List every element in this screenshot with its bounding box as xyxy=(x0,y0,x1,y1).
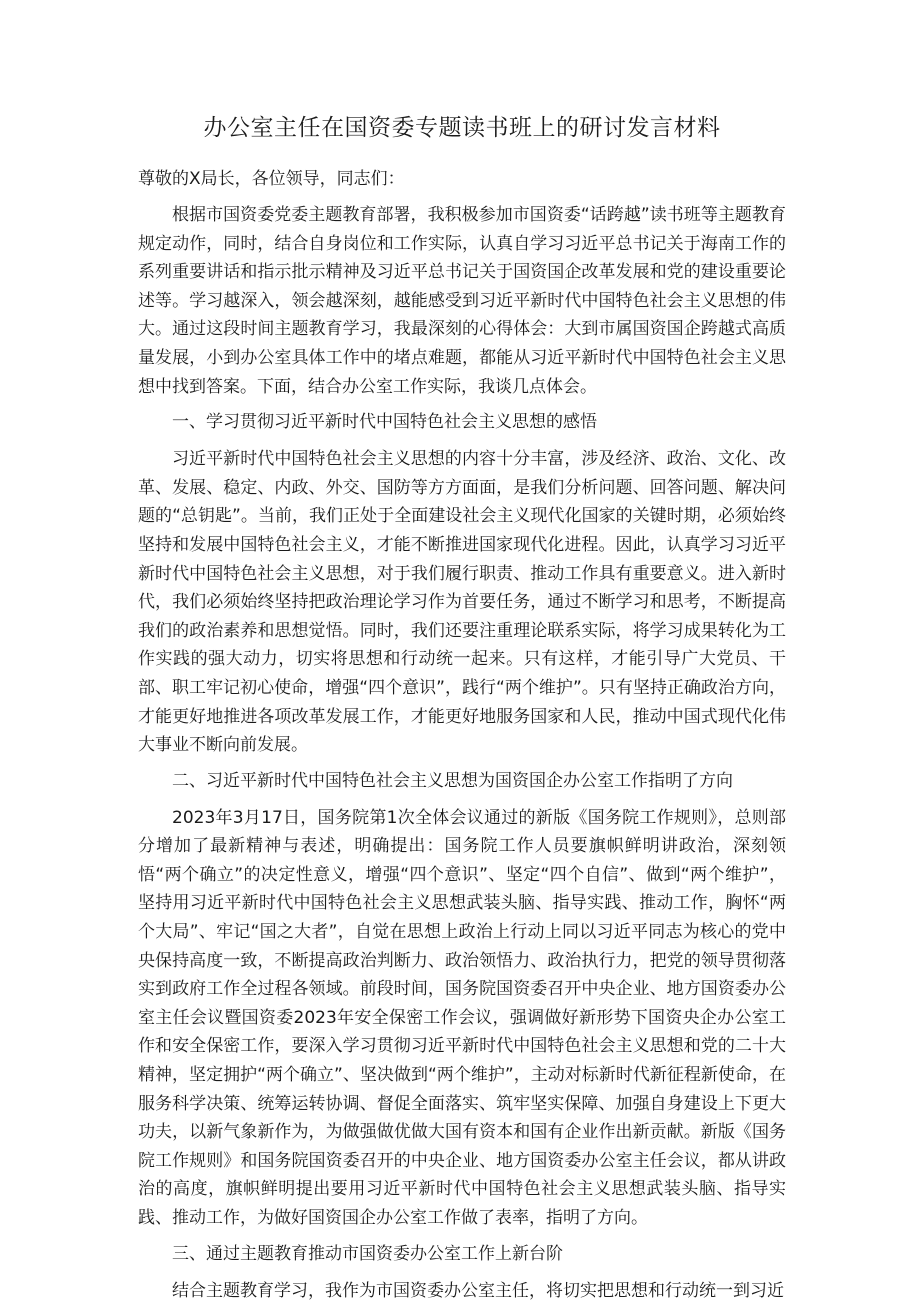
salutation: 尊敬的X局长，各位领导，同志们： xyxy=(138,169,405,189)
section-1-paragraph: 习近平新时代中国特色社会主义思想的内容十分丰富，涉及经济、政治、文化、改革、发展、稳定、内政、外交、国防等方方面面，是我们分析问题、回答问题、解决问题的“总钥匙”。当前，我们正处于全面建设社会主义现代化国家的关键时期，必须始终坚持和发展中国特色社会主义，才能不断推进国家现代化进程。因此，认真学习习近平新时代中国特色社会主义思想，对于我们履行职责、推动工作具有重要意义。进入新时代，我们必须始终坚持把政治理论学习作为首要任务，通过不断学习和思考，不断提高我们的政治素养和思想觉悟。同时，我们还要注重理论联系实际，将学习成果转化为工作实践的强大动力，切实将思想和行动统一起来。只有这样，才能引导广大党员、干部、职工牢记初心使命，增强“四个意识”，践行“两个维护”。只有坚持正确政治方向，才能更好地推进各项改革发展工作，才能更好地服务国家和人民，推动中国式现代化伟大事业不断向前发展。 xyxy=(138,449,786,756)
section-heading-1: 一、学习贯彻习近平新时代中国特色社会主义思想的感悟 xyxy=(172,412,597,433)
section-2-paragraph: 2023年3月17日，国务院第1次全体会议通过的新版《国务院工作规则》，总则部分增加了最新精神与表述，明确提出：国务院工作人员要旗帜鲜明讲政治，深刻领悟“两个确立”的决定性意义，增强“四个意识”、坚定“四个自信”、做到“两个维护”，坚持用习近平新时代中国特色社会主义思想武装头脑、指导实践、推动工作，胸怀“两个大局”、牢记“国之大者”，自觉在思想上政治上行动上同以习近平同志为核心的党中央保持高度一致，不断提高政治判断力、政治领悟力、政治执行力，把党的领导贯彻落实到政府工作全过程各领域。前段时间，国务院国资委召开中央企业、地方国资委办公室主任会议暨国资委2023年安全保密工作会议，强调做好新形势下国资央企办公室工作和安全保密工作，要深入学习贯彻习近平新时代中国特色社会主义思想和党的二十大精神，坚定拥护“两个确立”、坚决做到“两个维护”，主动对标新时代新征程新使命，在服务科学决策、统筹运转协调、督促全面落实、筑牢坚实保障、加强自身建设上下更大功夫，以新气象新作为，为做强做优做大国有资本和国有企业作出新贡献。新版《国务院工作规则》和国务院国资委召开的中央企业、地方国资委办公室主任会议，都从讲政治的高度，旗帜鲜明提出要用习近平新时代中国特色社会主义思想武装头脑、指导实践、推动工作，为做好国资国企办公室工作做了表率，指明了方向。 xyxy=(138,807,786,1228)
section-heading-3: 三、通过主题教育推动市国资委办公室工作上新台阶 xyxy=(172,1243,563,1264)
document-title: 办公室主任在国资委专题读书班上的研讨发言材料 xyxy=(203,115,721,141)
intro-paragraph: 根据市国资委党委主题教育部署，我积极参加市国资委“话跨越”读书班等主题教育规定动作，同时，结合自身岗位和工作实际，认真自学习习近平总书记关于海南工作的系列重要讲话和指示批示精神及习近平总书记关于国资国企改革发展和党的建设重要论述等。学习越深入，领会越深刻，越能感受到习近平新时代中国特色社会主义思想的伟大。通过这段时间主题教育学习，我最深刻的心得体会：大到市属国资国企跨越式高质量发展，小到办公室具体工作中的堵点难题，都能从习近平新时代中国特色社会主义思想中找到答案。下面，结合办公室工作实际，我谈几点体会。 xyxy=(138,205,786,397)
section-heading-2: 二、习近平新时代中国特色社会主义思想为国资国企办公室工作指明了方向 xyxy=(172,770,733,791)
section-3-paragraph: 结合主题教育学习，我作为市国资委办公室主任，将切实把思想和行动统一到习近 xyxy=(172,1280,784,1301)
document-page xyxy=(138,112,786,1313)
